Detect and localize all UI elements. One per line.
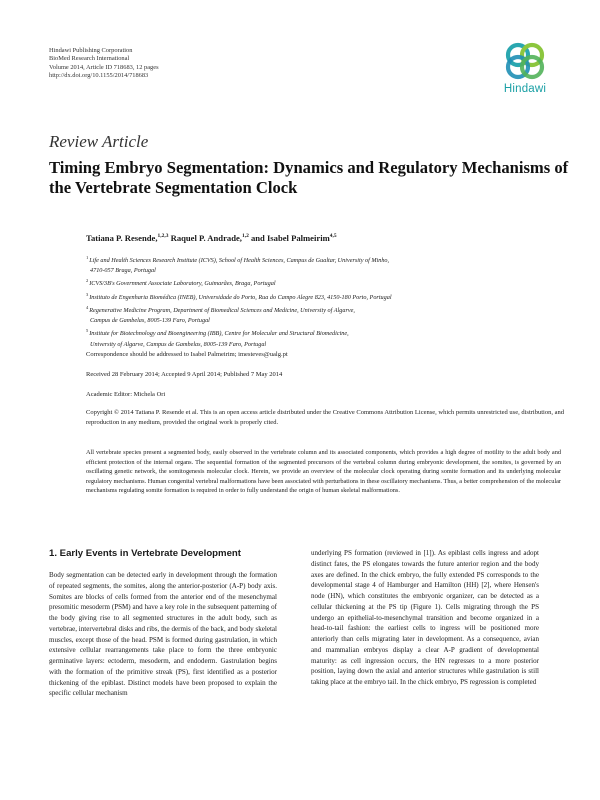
affiliation-text: Institute for Biotechnology and Bioengineering (IBB), Centre for Molecular and Structural Biomedicine, xyxy=(89,330,349,338)
doi-link[interactable]: http://dx.doi.org/10.1155/2014/718683 xyxy=(49,72,149,80)
copyright-notice: Copyright © 2014 Tatiana P. Resende et al. This is an open access article distributed under the Creative Commons Attribution License, which permits unrestricted use, distribution, and reproduction in any medium, provided the original work is properly cited. xyxy=(86,409,564,426)
author-name: Tatiana P. Resende, xyxy=(86,233,158,243)
affiliation-number: 4 xyxy=(86,305,89,310)
affiliation-item xyxy=(86,303,556,326)
hindawi-logo-icon xyxy=(502,38,548,82)
affiliation-text: ICVS/3B's Government Associate Laboratory, Guimarães, Braga, Portugal xyxy=(89,280,276,288)
correspondence: Correspondence should be addressed to Isabel Palmeirim; imesteves@ualg.pt xyxy=(86,351,288,358)
affiliation-number: 3 xyxy=(86,291,89,297)
affiliation-text-cont: University of Algarve, Campus de Gambelas, 8005-139 Faro, Portugal xyxy=(90,340,267,348)
affiliation-number: 5 xyxy=(86,328,89,334)
article-dates: Received 28 February 2014; Accepted 9 April 2014; Published 7 May 2014 xyxy=(86,371,283,378)
journal-name: BioMed Research International xyxy=(49,55,130,63)
affiliation-item xyxy=(86,253,556,276)
affiliation-number: 1 xyxy=(86,255,89,260)
author-affil-marker: 1,2 xyxy=(241,233,249,240)
academic-editor: Academic Editor: Michela Ori xyxy=(86,391,166,398)
affiliation-item xyxy=(86,290,556,303)
affiliation-text-cont: Campus de Gambelas, 8005-139 Faro, Portugal xyxy=(90,317,210,325)
article-title: Timing Embryo Segmentation: Dynamics and Regulatory Mechanisms of the Vertebrate Segmentation Clock xyxy=(49,158,569,197)
affiliation-text-cont: 4710-057 Braga, Portugal xyxy=(90,267,156,275)
author-affil-marker: 1,2,3 xyxy=(157,233,169,240)
publisher-name: Hindawi Publishing Corporation xyxy=(49,47,133,54)
volume-info: Volume 2014, Article ID 718683, 12 pages xyxy=(49,63,159,71)
logo-wordmark: Hindawi xyxy=(503,83,547,95)
affiliation-text: Regenerative Medicine Program, Department of Biomedical Sciences and Medicine, University of Algarve, xyxy=(89,307,355,315)
body-column-left: Body segmentation can be detected early in development through the formation of repeated segments, the somites, along the anterior-posterior (A-P) body axis. Somites are blocks of cells formed from the anterior end of the mesenchymal presomitic mesoderm (PSM) and have a key role in the subsequent patterning of the body giving rise to all segmented structures in the adult body, such as vertebrae, intervertebral disks and ribs, the dermis of the back, and body skeletal muscles, except those of the head. PSM is formed during gastrulation, in which extensive cellular rearrangements take place to form the three embryonic germinative layers: ectoderm, mesoderm, and endoderm. Gastrulation begins with the formation of the primitive streak (PS), first identified as a posterior thickening of the epiblast. Distinct models have been proposed to explain the specific cellular mechanism xyxy=(49,571,277,698)
author-name: and Isabel Palmeirim xyxy=(248,233,330,243)
journal-header xyxy=(49,47,159,81)
affiliation-list xyxy=(86,253,556,350)
body-column-right: underlying PS formation (reviewed in [1]). As epiblast cells ingress and adopt distinct fates, the PS elongates towards the future anterior region and the body axes are defined. In the chick embryo, the fully extended PS corresponds to the developmental stage 4 of Hamburger and Hamilton (HH) [2], where Hensen's node (HN), which constitutes the embryonic organizer, can be detected as a cellular thickening at the PS tip (Figure 1). Cells migrating through the PS undergo an epithelial-to-mesenchymal transition and become organized in a head-to-tail fashion: the earliest cells to ingress will be positioned more anteriorly than cells migrating later in development. As a consequence, avian and mammalian embryos display a clear A-P gradient of developmental maturity: as cell ingression occurs, the HN regresses to a more posterior position, laying down the axial and anterior structures while gastrulation is still taking place at the embryo tail. In the chick embryo, PS regression is completed xyxy=(311,549,539,686)
author-name: Raquel P. Andrade, xyxy=(168,233,242,243)
affiliation-text: Instituto de Engenharia Biomédica (INEB), Universidade do Porto, Rua do Campo Alegre 823, 4150-180 Porto, Portugal xyxy=(89,293,392,301)
section-heading: 1. Early Events in Vertebrate Development xyxy=(49,548,241,559)
affiliation-text: Life and Health Sciences Research Institute (ICVS), School of Health Sciences, Campus de Gualtar, University of Minho, xyxy=(89,257,390,265)
affiliation-item xyxy=(86,326,556,349)
affiliation-number: 2 xyxy=(86,278,89,284)
affiliation-item xyxy=(86,276,556,289)
author-affil-marker: 4,5 xyxy=(329,233,337,240)
abstract: All vertebrate species present a segmented body, easily observed in the vertebrate column and its associated components, which provides a high degree of motility to the adult body and efficient protection of the internal organs. The sequential formation of the segmented precursors of the vertebral column during embryonic development, the somites, is governed by an oscillating genetic network, the somitogenesis molecular clock. Herein, we provide an overview of the molecular clock operating during somite formation and its underlying molecular regulatory mechanisms. Human congenital vertebral malformations have been associated with perturbations in these oscillatory mechanisms. Thus, a better comprehension of the molecular mechanisms regulating somite formation is required in order to fully understand the origin of human skeletal malformations. xyxy=(86,449,561,495)
article-type: Review Article xyxy=(49,132,149,151)
author-list xyxy=(86,233,337,243)
hindawi-logo xyxy=(502,38,548,102)
